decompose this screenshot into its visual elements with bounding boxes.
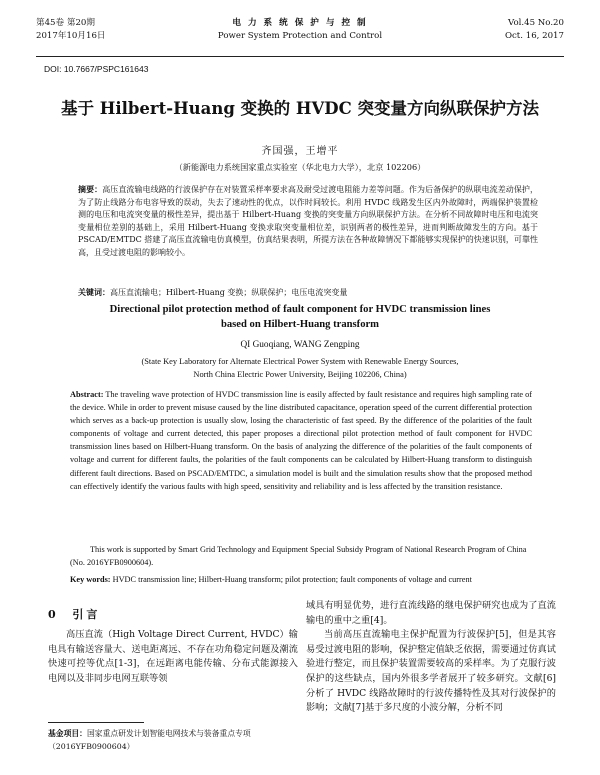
intro-right-para1: 域具有明显优势，进行直流线路的继电保护研究也成为了直流输电的重中之重[4]。: [306, 600, 556, 626]
volume-en: Vol.45 No.20: [508, 18, 564, 28]
journal-en: Power System Protection and Control: [217, 31, 383, 41]
affiliation-en-line1: (State Key Laboratory for Alternate Electrical Power System with Renewable Energy Sources,: [141, 357, 459, 366]
keywords-cn-label: 关键词：: [78, 287, 110, 297]
affiliation-en: [70, 356, 530, 381]
authors-cn: 齐国强，王增平: [261, 146, 339, 157]
header-center: [36, 17, 564, 43]
volume-cn: 第45卷 第20期: [36, 18, 95, 28]
footnote-divider: [48, 722, 144, 723]
abstract-cn-text: 高压直流输电线路的行波保护存在对装置采样率要求高及耐受过渡电阻能力差等问题。作为后备保护的纵联电流差动保护，为了防止线路分布电容导致的误动，失去了速动性的优点，以作时间较长。利用 HVDC 线路发生区内外故障时，两端保护装置检测的电压和电流突变量的极性差异，提出基于 Hilbert-Huang 变换的突变量方向纵联保护方法。在分析不同故障时电压和电流突变量相位差别的基础上，采用 Hilbert-Huang 变换求取突变量相位差，识别两者的极性差异，进而判断故障发生的方向。基于 PSCAD/EMTDC 搭建了高压直流输电仿真模型，仿真结果表明，所提方法在各种故障情况下都能够实现保护的快速识别，可靠性高，且受过渡电阻的影响较小。: [78, 185, 538, 257]
header-right: [505, 17, 564, 43]
date-cn: 2017年10月16日: [36, 31, 106, 41]
abstract-en: [70, 388, 532, 493]
journal-cn: 电 力 系 统 保 护 与 控 制: [232, 18, 368, 28]
keywords-en-text: HVDC transmission line; Hilbert-Huang transform; pilot protection; fault components of voltage and current: [112, 575, 472, 584]
paper-title-cn: 基于 Hilbert-Huang 变换的 HVDC 突变量方向纵联保护方法: [61, 99, 539, 118]
intro-left-column: 高压直流（High Voltage Direct Current, HVDC）输电具有输送容量大、送电距离远、不存在功角稳定问题及潮流快速可控等优点[1-3]，在远距离电能传输、分布式能源接入电网以及非同步电网互联等领: [48, 629, 298, 684]
abstract-cn-label: 摘要：: [78, 184, 103, 194]
running-header: [36, 17, 564, 57]
section-title: 引言: [72, 608, 101, 621]
abstract-cn: [78, 183, 538, 260]
footnote-label: 基金项目：: [48, 729, 87, 738]
affiliation-en-line2: North China Electric Power University, Beijing 102206, China): [193, 369, 407, 379]
intro-right-para2: 当前高压直流输电主保护配置为行波保护[5]，但是其容易受过渡电阻的影响，保护整定值缺乏依据，需要通过仿真试验进行整定，而且保护装置需要较高的采样率。为了克服行波保护的这些缺点，国内外很多学者展开了较多研究。文献[6]分析了 HVDC 线路故障时的行波传播特性及其对行波保护的影响；文献[7]基于多尺度的小波分解，分析不同: [306, 629, 556, 714]
funding-en: This work is supported by Smart Grid Technology and Equipment Special Subsidy Program of National Research Program of China (No. 2016YFB0900604).: [70, 545, 527, 568]
section-heading: [48, 606, 100, 622]
date-en: Oct. 16, 2017: [504, 31, 564, 41]
keywords-en: [70, 573, 540, 586]
doi[interactable]: DOI: 10.7667/PSPC161643: [44, 64, 149, 74]
paper-title-en: Directional pilot protection method of fault component for HVDC transmission lines based on Hilbert-Huang transform: [109, 304, 491, 330]
affiliation-cn: （新能源电力系统国家重点实验室（华北电力大学），北京 102206）: [174, 162, 426, 172]
intro-right-column: [306, 599, 556, 716]
abstract-en-text: The traveling wave protection of HVDC transmission line is easily affected by fault resistance and requires high sampling rate of the device. While in order to prevent misuse caused by the line distributed capacitance, operation speed of the current differential protection which serves as a back-up protection is usually slow, losing the characteristic of fast speed. By the difference of the polarities of the fault components of voltage and current detected, this paper proposes a directional pilot protection method of fault component for HVDC transmission lines based on Hilbert-Huang transform. On the basis of analyzing the difference of the polarities of the fault components of voltage and current for different faults, the polarities of the fault components can be calculated by Hilbert-Huang transform to distinguish different fault directions. Based on PSCAD/EMTDC, a simulation model is built and the simulation results show that the proposed method can effectively identify the various faults with high speed, sensitivity and reliability and is less affected by the transition resistance.: [70, 390, 532, 491]
keywords-cn-text: 高压直流输电；Hilbert-Huang 变换；纵联保护；电压电流突变量: [110, 288, 348, 297]
abstract-en-label: Abstract:: [70, 390, 104, 399]
authors-en: QI Guoqiang, WANG Zengping: [240, 340, 360, 350]
keywords-cn: [78, 286, 538, 299]
footnote-text: 国家重点研发计划智能电网技术与装备重点专项（2016YFB0900604）: [48, 729, 251, 751]
footnote: [48, 727, 300, 753]
section-number: 0: [48, 608, 59, 621]
keywords-en-label: Key words:: [70, 575, 111, 584]
